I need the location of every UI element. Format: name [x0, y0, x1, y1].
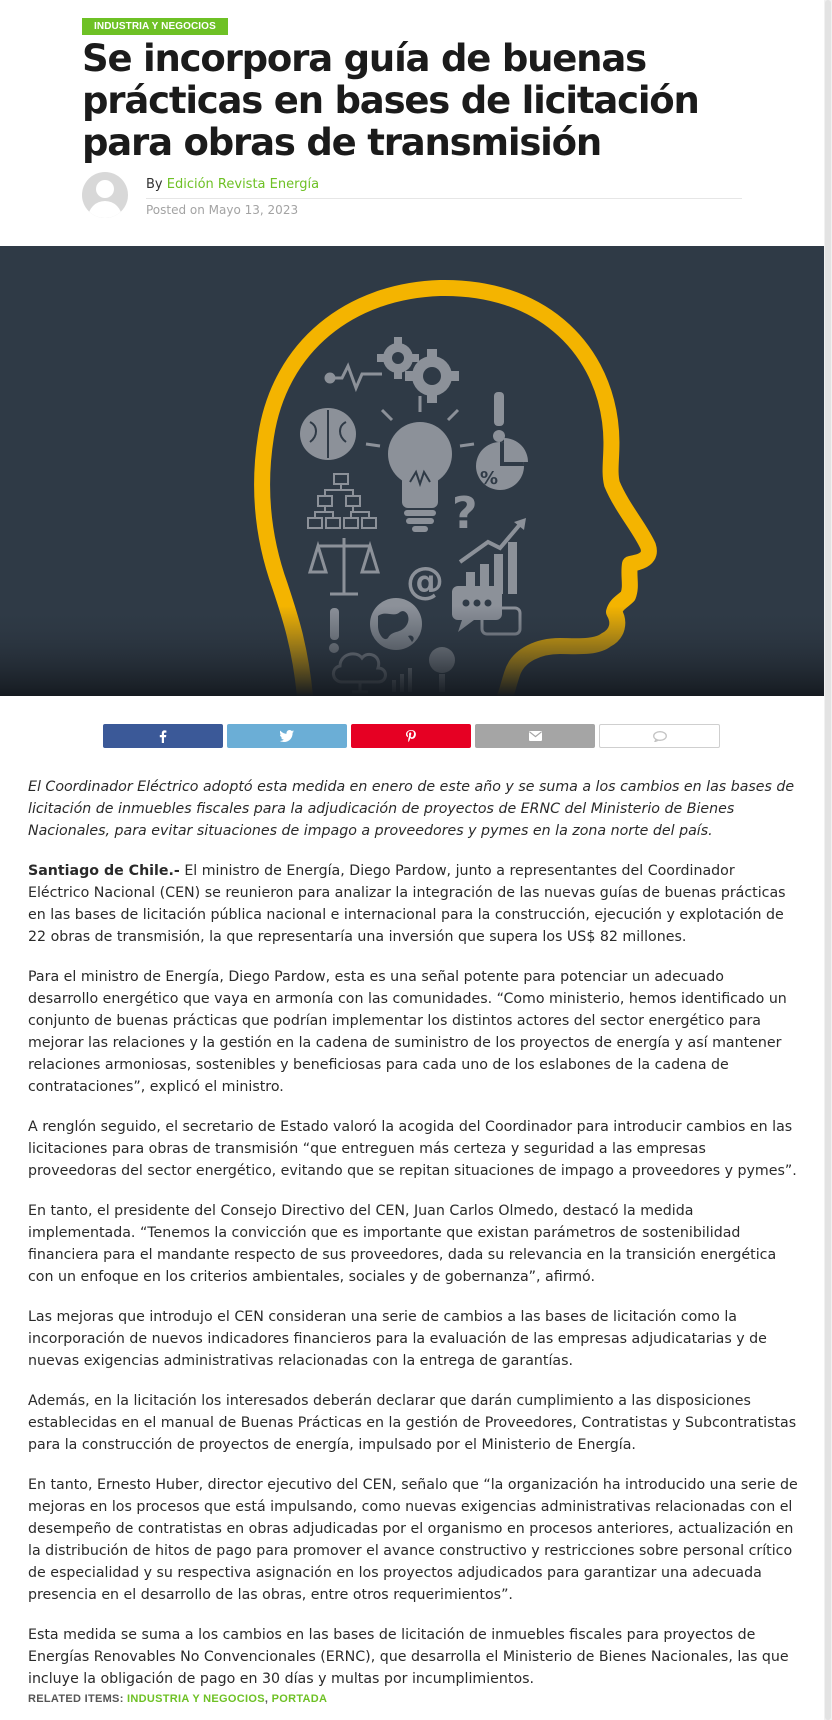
- pinterest-icon: [406, 730, 416, 743]
- related-items-label: RELATED ITEMS:: [28, 1693, 124, 1705]
- article-paragraph: En tanto, Ernesto Huber, director ejecutivo del CEN, señalo que “la organización ha introducido una serie de mejoras en los procesos que está impulsando, como nuevas exigencias administrativas relacionadas con el desempeño de contratistas en obras adjudicadas por el organismo en procesos anteriores, actualización en la distribución de hitos de pago para promover el avance constructivo y restricciones sobre personal crítico de especialidad y su respectiva asignación en los proyectos adjudicados para garantizar una adecuada presencia en el desarrollo de las obras, entre otros requerimientos”.: [28, 1477, 798, 1603]
- post-date: Posted on Mayo 13, 2023: [146, 203, 299, 217]
- article-paragraph: Las mejoras que introdujo el CEN consideran una serie de cambios a las bases de licitación como la incorporación de nuevos indicadores financieros para la evaluación de las empresas adjudicatarias y de nuevas exigencias administrativas relacionadas con la entrega de garantías.: [28, 1309, 767, 1369]
- percent-symbol: %: [480, 468, 499, 489]
- brain-icon: [300, 408, 356, 460]
- article-dateline: Santiago de Chile.-: [28, 863, 180, 879]
- article-headline: Se incorpora guía de buenas prácticas en bases de licitación para obras de transmisión: [82, 37, 699, 164]
- pinterest-share-button[interactable]: [351, 724, 471, 748]
- byline-prefix: By: [146, 177, 163, 192]
- author-link[interactable]: Edición Revista Energía: [166, 177, 320, 192]
- article-paragraph: A renglón seguido, el secretario de Estado valoró la acogida del Coordinador para introducir cambios en las licitaciones para obras de transmisión “que entreguen más certeza y seguridad a las empresas proveedoras del sector energético, evitando que se repitan situaciones de impago a proveedores y pymes”.: [28, 1119, 797, 1179]
- category-tag[interactable]: INDUSTRIA Y NEGOCIOS: [82, 18, 228, 35]
- article-paragraph: Además, en la licitación los interesados deberán declarar que darán cumplimiento a las disposiciones establecidas en el manual de Buenas Prácticas en la gestión de Proveedores, Contratistas y Subcontratistas para la construcción de proyectos de energía, impulsado por el Ministerio de Energía.: [28, 1393, 797, 1453]
- related-tag-portada[interactable]: PORTADA: [271, 1693, 328, 1705]
- facebook-icon: [159, 730, 167, 743]
- hero-image: [0, 246, 824, 696]
- byline: [146, 177, 319, 192]
- article-paragraph: Para el ministro de Energía, Diego Pardow, esta es una señal potente para potenciar un adecuado desarrollo energético que vaya en armonía con las comunidades. “Como ministerio, hemos identificado un conjunto de buenas prácticas que podrían implementar los distintos actores del sector energético para mejorar las relaciones y la gestión en la cadena de suministro de los proyectos de energía y así mantener relaciones armoniosas, sostenibles y beneficiosas para cada uno de los eslabones de la cadena de contrataciones”, explicó el ministro.: [28, 969, 787, 1095]
- related-tag-industria[interactable]: INDUSTRIA Y NEGOCIOS: [127, 1693, 265, 1705]
- page-scrollbar-thumb[interactable]: [825, 0, 831, 1720]
- page-scrollbar[interactable]: [824, 0, 832, 1720]
- exclamation-icon: [493, 392, 505, 442]
- facebook-share-button[interactable]: [103, 724, 223, 748]
- email-share-button[interactable]: [475, 724, 595, 748]
- comment-icon: [653, 731, 667, 742]
- article-paragraph: Esta medida se suma a los cambios en las bases de licitación de inmuebles fiscales para proyectos de Energías Renovables No Convencionales (ERNC), que desarrolla el Ministerio de Bienes Nacionales, las que incluye la obligación de pago en 30 días y multas por incumplimientos.: [28, 1627, 789, 1687]
- byline-divider: [146, 198, 742, 199]
- article-paragraph: [28, 860, 798, 948]
- at-sign-icon: @: [406, 559, 444, 603]
- twitter-share-button[interactable]: [227, 724, 347, 748]
- email-icon: [529, 731, 542, 741]
- twitter-icon: [280, 730, 294, 742]
- article-body: [28, 776, 798, 1708]
- related-separator: ,: [264, 1693, 272, 1705]
- comments-button[interactable]: [599, 724, 720, 748]
- related-items: [28, 1693, 327, 1705]
- article-lead: El Coordinador Eléctrico adoptó esta medida en enero de este año y se suma a los cambios en las bases de licitación de inmuebles fiscales para la adjudicación de proyectos de ERNC del Ministerio de Bienes Nacionales, para evitar situaciones de impago a proveedores y pymes en la zona norte del país.: [28, 779, 795, 839]
- question-mark-icon: ?: [452, 488, 478, 539]
- article-paragraph-text: El ministro de Energía, Diego Pardow, junto a representantes del Coordinador Eléctrico Nacional (CEN) se reunieron para analizar la integración de las nuevas guías de buenas prácticas en las bases de licitación pública nacional e internacional para la construcción, ejecución y explotación de 22 obras de transmisión, la que representaría una inversión que supera los US$ 82 millones.: [28, 863, 786, 945]
- author-avatar[interactable]: [82, 172, 128, 218]
- article-paragraph: En tanto, el presidente del Consejo Directivo del CEN, Juan Carlos Olmedo, destacó la medida implementada. “Tenemos la convicción que es importante que existan parámetros de sostenibilidad financiera para el mandante respecto de sus proveedores, dada su relevancia en la transición energética con un enfoque en los criterios ambientales, sociales y de gobernanza”, afirmó.: [28, 1203, 777, 1285]
